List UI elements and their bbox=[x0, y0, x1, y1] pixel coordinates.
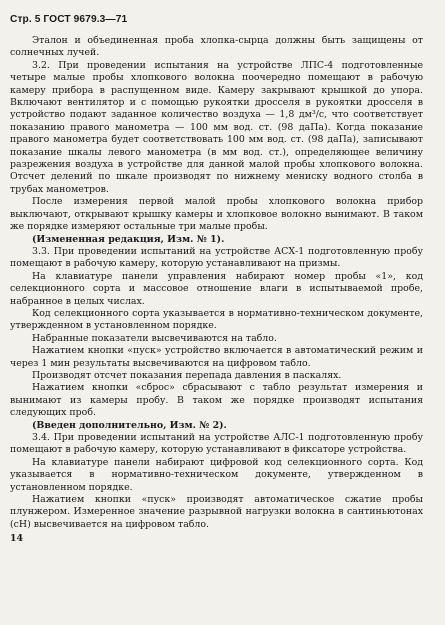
page-header: Стр. 5 ГОСТ 9679.3—71 bbox=[10, 14, 128, 25]
document-body bbox=[10, 35, 423, 531]
paragraph-3-2: 3.2. При проведении испытания на устройстве ЛПС-4 подготовленные четыре малые пробы хлопкового волокна поочередно помещают в рабочую камеру прибора в распущенном виде. Камеру закрывают крышкой до упора. Включают вентилятор и с помощью рукоятки дросселя в рукоятки дросселя в устройство подают заданное количество воздуха — 1,8 дм³/с, что соответствует показанию правого манометра — 100 мм вод. ст. (98 даПа). Когда показание правого манометра будет соответствовать 100 мм вод. ст. (98 даПа), записывают показание шкалы левого манометра (в мм вод. ст.), определяющее величину разрежения воздуха в устройстве для данной малой пробы хлопкового волокна. Отсчет делений по шкале производят по нижнему мениску водного столба в трубах манометров. bbox=[10, 59, 423, 195]
page-number: 14 bbox=[10, 533, 24, 545]
amendment-note-1: (Измененная редакция, Изм. № 1). bbox=[32, 233, 225, 245]
paragraph-3-3-keypad: На клавиатуре панели управления набирают номер пробы «1», код селекционного сорта и массовое отношение влаги в испытываемой пробе, набранное в целых числах. bbox=[10, 270, 423, 307]
amendment-note-2: (Введен дополнительно, Изм. № 2). bbox=[32, 419, 227, 431]
paragraph-3-4-keypad: На клавиатуре панели набирают цифровой код селекционного сорта. Код указывается в нормативно-техническом документе, утвержденном в установленном порядке. bbox=[10, 456, 423, 493]
paragraph-3-3: 3.3. При проведении испытаний на устройстве АСХ-1 подготовленную пробу помещают в рабочую камеру, которую устанавливают на призмы. bbox=[10, 245, 423, 270]
paragraph-3-3-code: Код селекционного сорта указывается в нормативно-техническом документе, утвержденном в установленном порядке. bbox=[10, 307, 423, 332]
paragraph-3-4-start: Нажатием кнопки «пуск» производят автоматическое сжатие пробы плунжером. Измеренное значение разрывной нагрузки волокна в сантиньютонах (сН) высвечивается на цифровом табло. bbox=[10, 494, 423, 530]
paragraph-3-3-reset: Нажатием кнопки «сброс» сбрасывают с табло результат измерения и вынимают из камеры пробу. В таком же порядке производят испытания следующих проб. bbox=[10, 382, 423, 419]
paragraph-3-4: 3.4. При проведении испытаний на устройстве АЛС-1 подготовленную пробу помещают в рабочую камеру, которую устанавливают в фиксаторе устройства. bbox=[10, 432, 423, 456]
paragraph-intro: Эталон и объединенная проба хлопка-сырца должны быть защищены от солнечных лучей. bbox=[10, 35, 423, 59]
paragraph-3-3-start: Нажатием кнопки «пуск» устройство включается в автоматический режим и через 1 мин результаты высвечиваются на цифровом табло. bbox=[10, 345, 423, 369]
paragraph-3-2-continued: После измерения первой малой пробы хлопкового волокна прибор выключают, открывают крышку камеры и хлопковое волокно вынимают. В таком же порядке измеряют остальные три малые пробы. bbox=[10, 196, 423, 233]
paragraph-3-3-display: Набранные показатели высвечиваются на табло. bbox=[32, 332, 277, 344]
paragraph-3-3-reading: Производят отсчет показания перепада давления в паскалях. bbox=[32, 369, 342, 381]
